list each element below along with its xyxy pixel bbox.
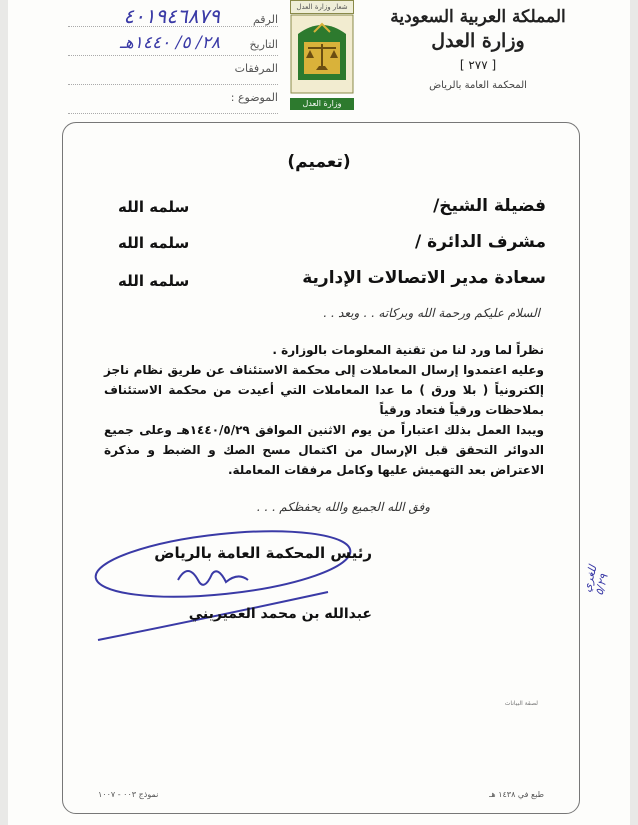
kingdom-name: المملكة العربية السعودية <box>390 7 566 27</box>
form-number: نموذج ٠٠٣ - ١٠٠٧ <box>98 790 159 799</box>
number-value: ٤٠١٩٤٦٨٧٩ <box>123 4 220 28</box>
body-paragraph-1: نظراً لما ورد لنا من تقنية المعلومات بالوزارة . <box>272 343 544 357</box>
emblem-caption: وزارة العدل <box>290 98 354 110</box>
circular-title: (تعميم) <box>287 152 351 172</box>
salutation-2: سلمه الله <box>118 234 190 252</box>
print-note: طبع في ١٤٣٨ هـ <box>489 790 544 799</box>
emblem-top-text: شعار وزارة العدل <box>290 0 354 14</box>
date-row <box>68 33 278 56</box>
date-label: التاريخ <box>249 38 278 51</box>
signature-scribble-icon <box>88 522 358 642</box>
letter-code: [ ٢٧٧ ] <box>459 58 497 72</box>
addressee-director: سعادة مدير الاتصالات الإدارية <box>302 268 546 288</box>
salutation-3: سلمه الله <box>118 272 190 290</box>
handwritten-side-note: للغري ٥/٢٩ <box>580 563 611 597</box>
number-row <box>68 4 278 27</box>
subject-label: الموضوع : <box>230 91 278 104</box>
signatory-name: عبدالله بن محمد العميريني <box>188 606 372 622</box>
body-paragraph-2: وعليه اعتمدوا إرسال المعاملات إلى محكمة الاستئناف عن طريق نظام ناجز إلكترونياً ( بلا ورق ) ما عدا المعاملات التي أعيدت من محكمة الاستئناف بملاحظات ورقياً فتعاد ورقياً <box>104 363 544 417</box>
addressee-supervisor: مشرف الدائرة / <box>414 232 546 252</box>
letterhead-right <box>388 6 568 94</box>
attachments-row <box>68 62 278 85</box>
signatory-title: رئيس المحكمة العامة بالرياض <box>154 544 372 562</box>
greeting: السلام عليكم ورحمة الله وبركاته . . وبعد . . <box>322 306 540 320</box>
body-paragraph-3: ويبدا العمل بذلك اعتباراً من يوم الاثنين الموافق ١٤٤٠/٥/٢٩هـ وعلى جميع الدوائر التحقق قبل الإرسال من اكتمال مسح الصك و الضبط و مذكرة الاعتراض بعد التهميش عليها وكامل مرفقات المعاملة. <box>104 423 544 477</box>
scales-of-justice-icon <box>290 14 354 94</box>
addressee-sheikh: فضيلة الشيخ/ <box>433 196 546 216</box>
salutation-1: سلمه الله <box>118 198 190 216</box>
attachments-label: المرفقات <box>234 62 278 75</box>
footer-tiny-note: لصقة البيانات <box>504 700 538 707</box>
court-name: المحكمة العامة بالرياض <box>429 80 527 91</box>
letter-page <box>8 0 630 825</box>
ministry-name: وزارة العدل <box>431 30 525 52</box>
ministry-emblem <box>290 0 354 106</box>
subject-row <box>68 91 278 114</box>
date-value: ٢٨/ ٥/ ١٤٤٠هـ <box>119 33 220 53</box>
closing-line: وفق الله الجميع والله يحفظكم . . . <box>256 500 430 514</box>
letter-meta <box>68 4 278 120</box>
number-label: الرقم <box>252 13 278 26</box>
letter-body <box>104 340 544 480</box>
